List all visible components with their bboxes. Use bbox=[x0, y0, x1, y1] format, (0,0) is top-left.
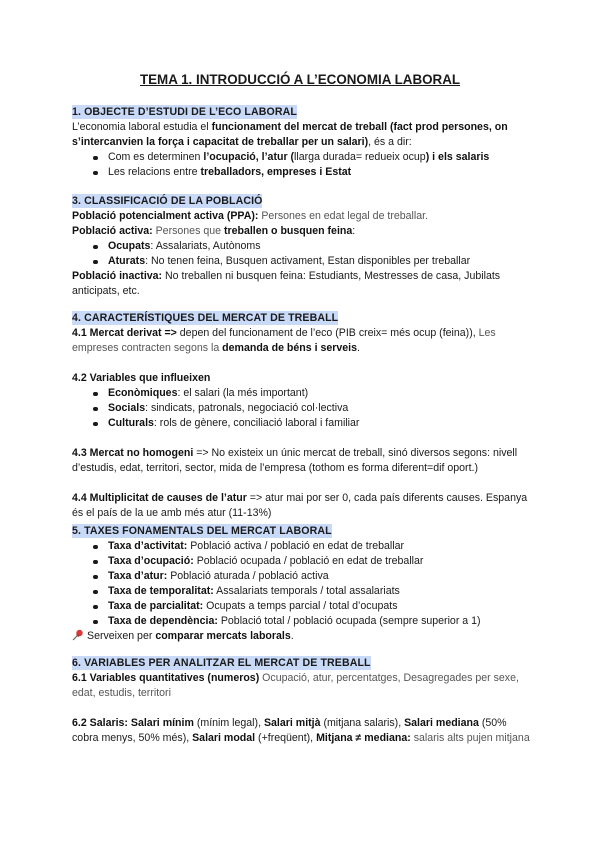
section-heading: 1. OBJECTE D’ESTUDI DE L’ECO LABORAL bbox=[72, 106, 297, 118]
section-caracteristiques bbox=[72, 311, 532, 521]
paragraph: 4.3 Mercat no homogeni => No existeix un únic mercat de treball, sinó diversos segons: nivell d’estudis, edat, territori, sector, mida de l’empresa (tothom es forma diferent=dif oport.) bbox=[72, 447, 518, 474]
bullet-list bbox=[72, 539, 532, 629]
list-item: Taxa de temporalitat: Assalariats temporals / total assalariats bbox=[108, 584, 532, 599]
section-taxes bbox=[72, 524, 532, 644]
section-heading: 3. CLASSIFICACIÓ DE LA POBLACIÓ bbox=[72, 195, 263, 207]
paragraph: Població inactiva: No treballen ni busquen feina: Estudiants, Mestresses de casa, Jubilats anticipats, etc. bbox=[72, 270, 501, 297]
list-item: Taxa d’atur: Població aturada / població activa bbox=[108, 569, 532, 584]
section-heading: 4. CARACTERÍSTIQUES DEL MERCAT DE TREBALL bbox=[72, 312, 339, 324]
list-item: Les relacions entre treballadors, empreses i Estat bbox=[108, 165, 532, 180]
list-item: Taxa de parcialitat: Ocupats a temps parcial / total d’ocupats bbox=[108, 599, 532, 614]
list-item: Taxa d’activitat: Població activa / població en edat de treballar bbox=[108, 539, 532, 554]
list-item: Ocupats: Assalariats, Autònoms bbox=[108, 239, 532, 254]
paragraph: L’economia laboral estudia el funcionament del mercat de treball (fact prod persones, on s’intercanvien la força i capacitat de treballar per un salari), és a dir: bbox=[72, 121, 508, 148]
paragraph: 6.1 Variables quantitatives (numeros) Ocupació, atur, percentatges, Desagregades per sexe, edat, estudis, territori bbox=[72, 672, 519, 699]
list-item: Socials: sindicats, patronals, negociació col·lectiva bbox=[108, 401, 532, 416]
section-heading: 5. TAXES FONAMENTALS DEL MERCAT LABORAL bbox=[72, 525, 332, 537]
bullet-list bbox=[72, 386, 532, 431]
section-classificacio bbox=[72, 194, 532, 299]
subheading: 4.2 Variables que influeixen bbox=[72, 372, 211, 384]
document-title: TEMA 1. INTRODUCCIÓ A L’ECONOMIA LABORAL bbox=[139, 72, 461, 87]
paragraph: Població activa: Persones que treballen o busquen feina: bbox=[72, 225, 356, 237]
list-item: Aturats: No tenen feina, Busquen activament, Estan disponibles per treballar bbox=[108, 254, 532, 269]
section-heading: 6. VARIABLES PER ANALITZAR EL MERCAT DE TREBALL bbox=[72, 657, 371, 669]
pushpin-icon bbox=[72, 629, 84, 641]
list-item: Culturals: rols de gènere, conciliació laboral i familiar bbox=[108, 416, 532, 431]
paragraph: Població potencialment activa (PPA): Persones en edat legal de treballar. bbox=[72, 210, 429, 222]
paragraph: 4.4 Multiplicitat de causes de l’atur => atur mai por ser 0, cada país diferents causes. Espanya és el país de la ue amb més atur (11-13%) bbox=[72, 492, 528, 519]
bullet-list bbox=[72, 150, 532, 180]
paragraph: 6.2 Salaris: Salari mínim (mínim legal), Salari mitjà (mitjana salaris), Salari mediana (50% cobra menys, 50% més), Salari modal (+freqüent), Mitjana ≠ mediana: salaris alts pujen mitjana bbox=[72, 717, 530, 744]
paragraph: Serveixen per comparar mercats laborals. bbox=[72, 629, 532, 644]
paragraph: 4.1 Mercat derivat => depen del funcionament de l’eco (PIB creix= més ocup (feina)), Les empreses contracten segons la demanda de béns i serveis. bbox=[72, 327, 496, 354]
list-item: Taxa d’ocupació: Població ocupada / població en edat de treballar bbox=[108, 554, 532, 569]
list-item: Econòmiques: el salari (la més important) bbox=[108, 386, 532, 401]
list-item: Com es determinen l’ocupació, l’atur (llarga durada= redueix ocup) i els salaris bbox=[108, 150, 532, 165]
section-variables bbox=[72, 656, 532, 746]
bullet-list bbox=[72, 239, 532, 269]
list-item: Taxa de dependència: Població total / població ocupada (sempre superior a 1) bbox=[108, 614, 532, 629]
section-objecte bbox=[72, 105, 532, 180]
